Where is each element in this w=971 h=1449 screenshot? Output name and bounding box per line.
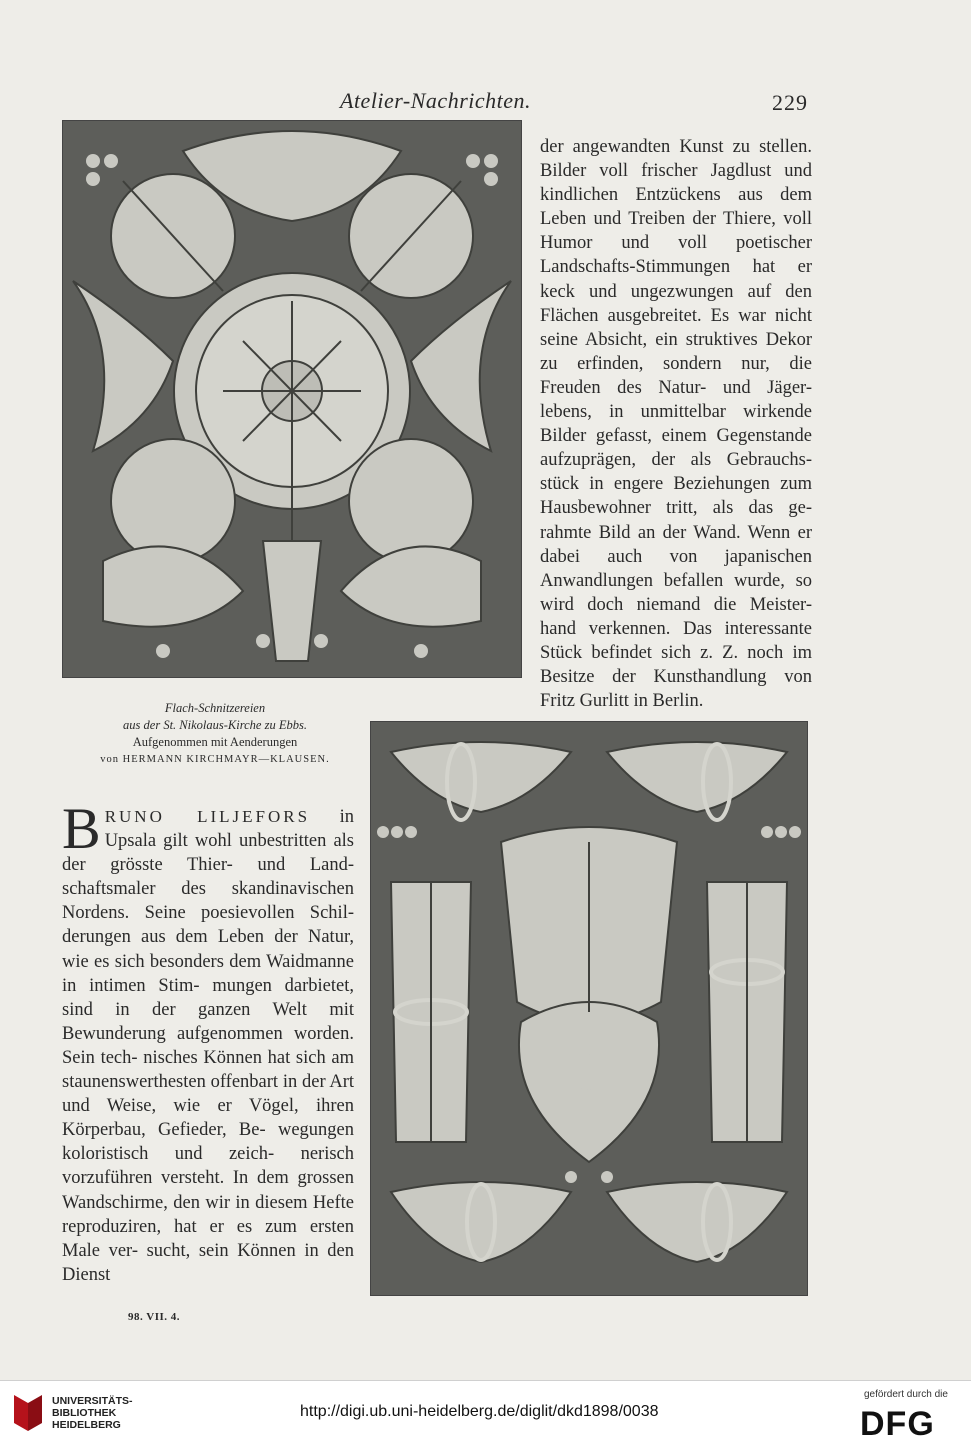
caption-credit: Aufgenommen mit Aenderungen	[132, 735, 298, 749]
right-column-line: voll Humor und voll poetischer	[540, 209, 813, 254]
digitization-footer	[0, 1380, 971, 1449]
library-name: UNIVERSITÄTS- BIBLIOTHEK HEIDELBERG	[52, 1395, 133, 1431]
left-column-line: dem grossen Wandschirme, den	[62, 1168, 354, 1213]
left-column-line: Waidmanne in intimen Stim-	[62, 951, 354, 996]
left-column-line: staunenswerthesten offenbart in	[62, 1072, 298, 1093]
right-column-line: so wird doch niemand die Meister-	[540, 570, 813, 615]
left-column-line: sucht, sein Können in den Dienst	[62, 1240, 354, 1285]
left-column-line: nerisch vorzuführen versteht. In	[62, 1144, 355, 1189]
right-column-line: aufzuprägen, der als Gebrauchs-	[540, 450, 812, 471]
right-column-line: kindlichen Entzückens aus dem	[540, 185, 812, 206]
drop-cap: B	[62, 796, 101, 861]
left-column-line: nisches Können hat sich am	[143, 1047, 354, 1068]
left-column-line: ganzen Welt mit Bewunderung	[62, 999, 354, 1044]
caption-author: von HERMANN KIRCHMAYR—KLAUSEN.	[100, 754, 330, 765]
page-number: 229	[772, 90, 808, 115]
funding-note: gefördert durch die	[864, 1389, 948, 1400]
right-column-line: rahmte Bild an der Wand. Wenn	[540, 522, 791, 543]
wood-carving-plate-sheaves	[370, 721, 808, 1296]
right-column-line: Hausbewohner tritt, als das ge-	[540, 498, 812, 519]
source-url-link[interactable]: http://digi.ub.uni-heidelberg.de/diglit/dkd1898/0038	[300, 1403, 659, 1420]
left-column-line: aufgenommen worden. Sein tech-	[62, 1023, 355, 1068]
right-column-line: lebens, in unmittelbar wirkende	[540, 402, 812, 423]
left-column-line: derungen aus dem Leben der	[62, 927, 298, 948]
right-column-line: Landschafts-Stimmungen hat er	[540, 257, 812, 278]
right-column-line: keck und ungezwungen auf den	[540, 281, 812, 302]
library-logo-icon	[10, 1391, 46, 1435]
right-column-line: Stück befindet sich z. Z. noch im	[540, 642, 812, 663]
first-line-rest: in	[339, 807, 355, 827]
figure-caption	[80, 700, 350, 768]
left-column-text	[62, 796, 355, 1287]
right-column-line: Fritz Gurlitt in Berlin.	[540, 691, 704, 712]
right-column-line: Flächen ausgebreitet. Es war	[540, 305, 766, 326]
right-column-line: Anwandlungen befallen wurde,	[540, 570, 785, 591]
right-column-line: Besitze der Kunsthandlung von	[540, 667, 812, 688]
wood-carving-plate-floral	[62, 120, 522, 678]
left-column-line: Nordens. Seine poesievollen Schil-	[62, 903, 354, 924]
right-column-line: der angewandten Kunst zu stellen.	[540, 137, 812, 157]
left-column-line: Upsala gilt wohl unbestritten	[104, 831, 327, 852]
right-column-line: hand verkennen. Das interessante	[540, 618, 812, 639]
right-column-line: Leben und Treiben der Thiere,	[540, 209, 776, 230]
left-column-line: schaftsmaler des skandinavischen	[62, 879, 354, 900]
artist-name: RUNO LILJEFORS	[104, 807, 311, 826]
left-column-line: wir in diesem Hefte reproduziren,	[62, 1192, 354, 1237]
right-column-text	[540, 135, 812, 713]
dfg-logo: DFG	[860, 1405, 935, 1443]
left-column-line: ihren Körperbau, Gefieder, Be-	[62, 1096, 354, 1141]
left-column-line: wegungen koloristisch und zeich-	[62, 1120, 355, 1165]
running-title: Atelier-Nachrichten.	[340, 88, 532, 113]
caption-origin: aus der St. Nikolaus-Kirche zu Ebbs.	[123, 718, 307, 732]
left-column-line: der Art und Weise, wie er Vögel,	[62, 1072, 355, 1117]
left-column-line: Natur, wie es sich besonders dem	[62, 927, 354, 972]
right-column-line: stück in engere Beziehungen zum	[540, 474, 812, 495]
left-column-line: als der grösste Thier- und Land-	[62, 831, 354, 876]
right-column-line: er dabei auch von japanischen	[540, 522, 812, 567]
right-column-line: die Freuden des Natur- und Jäger-	[540, 353, 812, 398]
right-column-line: Dekor zu erfinden, sondern nur,	[540, 329, 812, 374]
right-column-line: nicht seine Absicht, ein struktives	[540, 305, 813, 350]
right-column-line: Bilder gefasst, einem Gegenstande	[540, 426, 812, 447]
right-column-line: Bilder voll frischer Jagdlust und	[540, 161, 812, 182]
caption-title: Flach-Schnitzereien	[164, 701, 266, 715]
left-column-line: hat er es zum ersten Male ver-	[62, 1216, 354, 1261]
left-column-line: mungen darbietet, sind in der	[62, 975, 355, 1020]
printer-signature: 98. VII. 4.	[128, 1311, 181, 1323]
